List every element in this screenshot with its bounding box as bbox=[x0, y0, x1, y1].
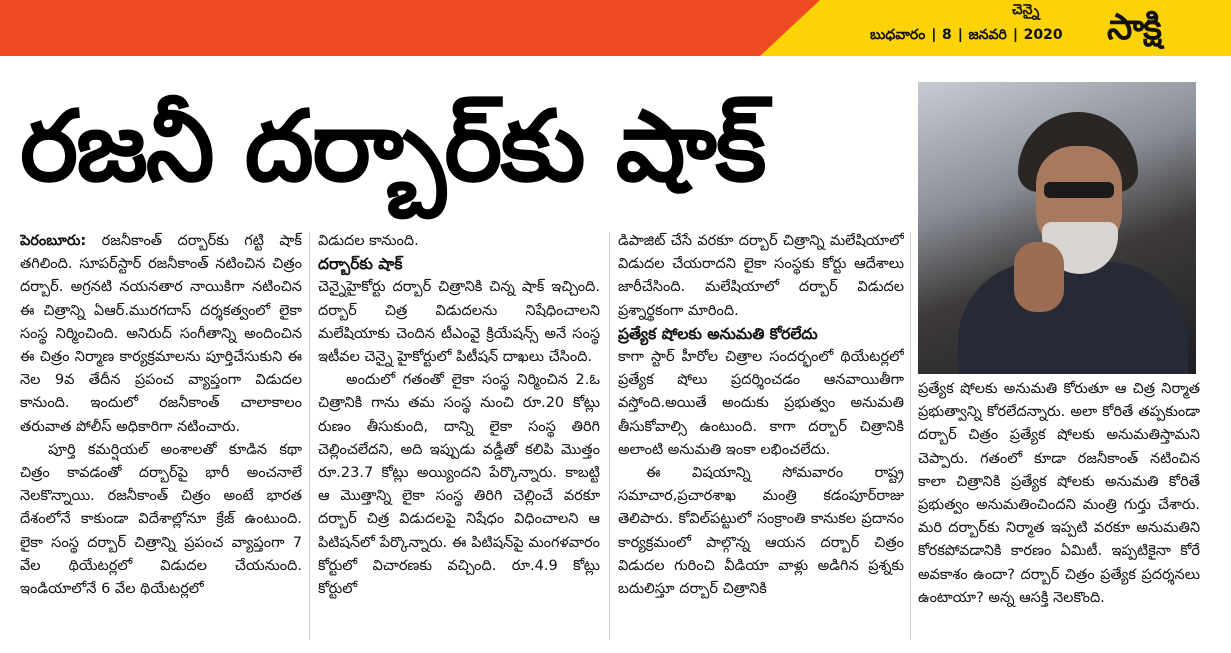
photo-hand-shape bbox=[1014, 242, 1064, 312]
article-column-1 bbox=[20, 230, 302, 640]
subheading: దర్బార్‌కు షాక్ bbox=[318, 255, 403, 274]
article-column-2 bbox=[318, 230, 600, 640]
paragraph: విడుదల కానుంది. bbox=[318, 233, 419, 249]
article-column-4 bbox=[918, 378, 1200, 640]
paragraph: చెన్నైహైకోర్టు దర్బార్ చిత్రానికి చిన్న షాక్ ఇచ్చింది. దర్బార్ చిత్ర విడుదలను నిషేధించాలని మలేషియాకు చెందిన టీఎంవై క్రియేషన్స్ అనే సంస్థ ఇటీవల చెన్నై హైకోర్టులో పిటీషన్ దాఖలు చేసింది. bbox=[318, 279, 600, 366]
paragraph-1 bbox=[20, 230, 302, 439]
dateline: బుధవారం ∣ 8 ∣ జనవరి ∣ 2020 bbox=[870, 27, 1063, 43]
column-rule bbox=[309, 232, 310, 640]
paragraph-text: రజనీకాంత్ దర్బార్‌కు గట్టి షాక్ తగిలింది. సూపర్‌స్టార్ రజనీకాంత్ నటించిన చిత్రం దర్బార్. అగ్రనటి నయనతార నాయికిగా నటించిన ఈ చిత్రాన్ని ఏఆర్.మురగదాస్ దర్శకత్వంలో లైకా సంస్థ నిర్మించింది. అనిరుద్ సంగీతాన్ని అందించిన ఈ చిత్రం నిర్మాణ కార్యక్రమాలను పూర్తిచేసుకుని ఈ నెల 9వ తేదీన ప్రపంచ వ్యాప్తంగా విడుదల కానుంది. ఇందులో రజనీకాంత్ చాలాకాలం తరువాత పోలీస్ అధికారిగా నటించారు. bbox=[20, 233, 302, 435]
column-rule bbox=[910, 232, 911, 640]
rajinikanth-photo bbox=[918, 82, 1196, 374]
paragraph: ఈ విషయాన్ని సోమవారం రాష్ట్ర సమాచార,ప్రచారశాఖ మంత్రి కడంపూర్‌రాజు తెలిపారు. కోవిల్‌పట్టులో సంక్రాంతి కానుకల ప్రదానం కార్యక్రమంలో పాల్గొన్న ఆయన దర్బార్ చిత్రం విడుదల గురించి వీడియా వాళ్లు అడిగిన ప్రశ్నకు బదులిస్తూ దర్బార్ చిత్రానికి bbox=[618, 465, 904, 598]
article-column-3 bbox=[618, 230, 904, 640]
top-orange-band bbox=[0, 0, 820, 56]
photo-glasses-shape bbox=[1044, 182, 1114, 198]
paragraph: డిపాజిట్ చేసే వరకూ దర్బార్ చిత్రాన్ని మలేషియాలో విడుదల చేయరాదని లైకా సంస్థకు కోర్టు ఆదేశాలు జారీచేసింది. మలేషియాలో దర్బార్ విడుదల ప్రశ్నార్థకంగా మారింది. bbox=[618, 233, 904, 319]
headline: రజనీ దర్బార్‌కు షాక్ bbox=[20, 90, 765, 204]
subheading: ప్రత్యేక షోలకు అనుమతి కోరలేదు bbox=[618, 324, 818, 343]
column-rule bbox=[609, 232, 610, 640]
paragraph: ప్రత్యేక షోలకు అనుమతి కోరుతూ ఆ చిత్ర నిర్మాత ప్రభుత్వాన్ని కోరలేదన్నారు. అలా కోరితే తప్పకుండా దర్బార్ చిత్రం ప్రత్యేక షోలకు అనుమతిస్తామని చెప్పారు. గతంలో కూడా రజనీకాంత్ నటించిన కాలా చిత్రానికి ప్రత్యేక షోలకు అనుమతి కోరితే ప్రభుత్వం అనుమతించిందని మంత్రి గుర్తు చేశారు. మరి దర్బార్‌కు నిర్మాత ఇప్పటి వరకూ అనుమతిని కోరకపోవడానికి కారణం ఏమిటీ. ఇప్పటికైనా కోరే అవకాశం ఉందా? దర్బార్ చిత్రం ప్రత్యేక ప్రదర్శనలు ఉంటాయా? అన్న ఆసక్తి నెలకొంది. bbox=[918, 381, 1200, 606]
city-name: చెన్నై bbox=[1012, 2, 1040, 18]
paragraph-2: పూర్తి కమర్షియల్ అంశాలతో కూడిన కథా చిత్రం కావడంతో దర్బార్‌పై భారీ అంచనాలే నెలకొన్నాయి. రజనీకాంత్ చిత్రం అంటే భారత దేశంలోనే కాకుండా విదేశాల్లోనూ క్రేజ్ ఉంటుంది. లైకా సంస్థ దర్బార్ చిత్రాన్ని ప్రపంచ వ్యాప్తంగా 7 వేల థియేటర్లలో విడుదల చేయనుంది. ఇండియాలోనే 6 వేల థియేటర్లలో bbox=[20, 441, 302, 598]
sakshi-logo: సాక్షి bbox=[1107, 7, 1161, 48]
paragraph: కాగా స్టార్ హీరోల చిత్రాల సందర్భంలో థియేటర్లలో ప్రత్యేక షోలు ప్రదర్శించడం ఆనవాయితీగా వస్తోంది.అయితే అందుకు ప్రభుత్వం అనుమతి తీసుకోవాల్సి ఉంటుంది. కాగా దర్బార్ చిత్రానికి అలాంటి అనుమతి ఇంకా లభించలేదు. bbox=[618, 349, 904, 458]
byline-place: పెరంబూరు: bbox=[20, 233, 87, 249]
photo-body-shape bbox=[958, 262, 1188, 374]
paragraph: అందులో గతంతో లైకా సంస్థ నిర్మించిన 2.ఓ చిత్రానికి గాను తమ సంస్థ నుంచి రూ.20 కోట్లు రుణం తీసుకుంది, దాన్ని లైకా సంస్థ తిరిగి చెల్లించలేదని, అది ఇప్పుడు వడ్డీతో కలిపి మొత్తం రూ.23.7 కోట్లు అయ్యిందని పేర్కొన్నారు. కాబట్టి ఆ మొత్తాన్ని లైకా సంస్థ తిరిగి చెల్లించే వరకూ దర్బార్ చిత్ర విడుదలపై నిషేధం విధించాలని ఆ పిటిషన్‌లో పేర్కొన్నారు. ఈ పిటిషన్‌పై మంగళవారం కోర్టులో విచారణకు వచ్చింది. రూ.4.9 కోట్లు కోర్టులో bbox=[318, 372, 600, 598]
